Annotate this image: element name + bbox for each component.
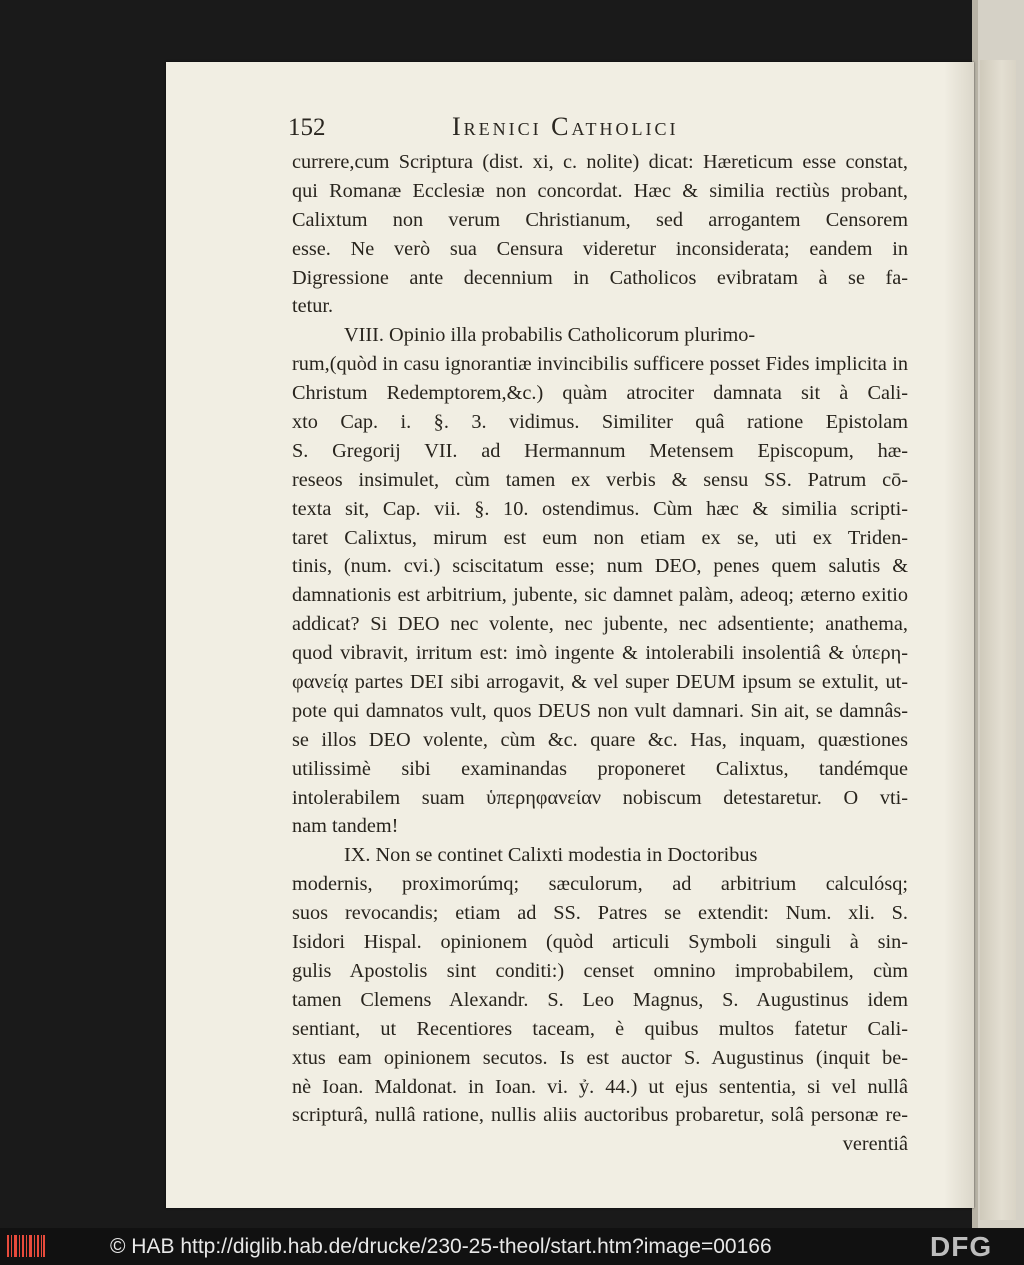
text-line: texta sit, Cap. vii. §. 10. ostendimus. Cùm hæc & similia scripti- bbox=[292, 497, 908, 520]
text-line: pote qui damnatos vult, quos DEUS non vult damnari. Sin ait, se damnâs- bbox=[292, 699, 908, 722]
text-line: quod vibravit, irritum est: imò ingente & intolerabili insolentiâ & ὑπερη- bbox=[292, 642, 908, 665]
text-line: tinis, (num. cvi.) sciscitatum esse; num DEO, penes quem salutis & bbox=[292, 555, 908, 578]
page-header bbox=[288, 112, 918, 148]
viewer-footer bbox=[0, 1228, 1024, 1265]
text-line: S. Gregorij VII. ad Hermannum Metensem Episcopum, hæ- bbox=[292, 439, 908, 462]
text-line: reseos insimulet, cùm tamen ex verbis & sensu SS. Patrum cō- bbox=[292, 468, 908, 491]
text-line: nam tandem! bbox=[292, 815, 399, 838]
text-line: modernis, proximorúmq; sæculorum, ad arbitrium calculósq; bbox=[292, 873, 908, 896]
page-text bbox=[292, 148, 908, 1159]
text-line: gulis Apostolis sint conditi:) censet omnino improbabilem, cùm bbox=[292, 959, 908, 982]
text-line: Christum Redemptorem,&c.) quàm atrociter damnata sit à Cali- bbox=[292, 382, 908, 405]
text-line: qui Romanæ Ecclesiæ non concordat. Hæc & similia rectiùs probant, bbox=[292, 179, 908, 202]
barcode-icon bbox=[6, 1233, 46, 1259]
text-line: sentiant, ut Recentiores taceam, è quibus multos fatetur Cali- bbox=[292, 1017, 908, 1040]
text-line: esse. Ne verò sua Censura videretur inconsiderata; eandem in bbox=[292, 237, 908, 260]
dfg-logo: DFG bbox=[930, 1231, 993, 1262]
text-line: intolerabilem suam ὑπερηφανείαν nobiscum detestaretur. O vti- bbox=[292, 786, 908, 809]
text-line: xto Cap. i. §. 3. vidimus. Similiter quâ ratione Epistolam bbox=[292, 411, 908, 434]
text-line: nè Ioan. Maldonat. in Ioan. vi. ỷ. 44.) ut ejus sententia, si vel nullâ bbox=[292, 1075, 908, 1098]
text-line: tamen Clemens Alexandr. S. Leo Magnus, S. Augustinus idem bbox=[292, 988, 908, 1011]
text-line: Digressione ante decennium in Catholicos evibratam à se fa- bbox=[292, 266, 908, 289]
page-number: 152 bbox=[288, 114, 326, 141]
text-line: tetur. bbox=[292, 295, 334, 318]
text-line: taret Calixtus, mirum est eum non etiam ex se, uti ex Triden- bbox=[292, 526, 908, 549]
copyright-link[interactable]: © HAB http://diglib.hab.de/drucke/230-25-theol/start.htm?image=00166 bbox=[110, 1235, 772, 1258]
text-line: Calixtum non verum Christianum, sed arrogantem Censorem bbox=[292, 208, 908, 231]
text-line: se illos DEO volente, cùm &c. quare &c. Has, inquam, quæstiones bbox=[292, 728, 908, 751]
facing-page-edge bbox=[972, 0, 1024, 1228]
text-line: rum,(quòd in casu ignorantiæ invincibilis sufficere posset Fides implicita in bbox=[292, 353, 908, 376]
running-title: Irenici Catholici bbox=[452, 112, 679, 141]
text-line: scripturâ, nullâ ratione, nullis aliis auctoribus probaretur, solâ personæ re- bbox=[292, 1104, 908, 1127]
text-line: IX. Non se continet Calixti modestia in Doctoribus bbox=[344, 844, 758, 867]
text-line: utilissimè sibi examinandas proponeret Calixtus, tandémque bbox=[292, 757, 908, 780]
text-line: suos revocandis; etiam ad SS. Patres se extendit: Num. xli. S. bbox=[292, 902, 908, 925]
book-page bbox=[166, 62, 974, 1208]
facing-page bbox=[980, 60, 1016, 1220]
text-line: currere,cum Scriptura (dist. xi, c. nolite) dicat: Hæreticum esse constat, bbox=[292, 151, 908, 173]
text-line: φανείᾳ partes DEI sibi arrogavit, & vel super DEUM ipsum se extulit, ut- bbox=[292, 671, 908, 694]
text-line: addicat? Si DEO nec volente, nec jubente, nec adsentiente; anathema, bbox=[292, 613, 908, 636]
text-line: VIII. Opinio illa probabilis Catholicorum plurimo- bbox=[344, 324, 756, 347]
text-line: Isidori Hispal. opinionem (quòd articuli Symboli singuli à sin- bbox=[292, 931, 908, 954]
text-line: xtus eam opinionem secutos. Is est auctor S. Augustinus (inquit be- bbox=[292, 1046, 908, 1069]
text-line: damnationis est arbitrium, jubente, sic damnet palàm, adeoq; æterno exitio bbox=[292, 584, 908, 607]
text-line: verentiâ bbox=[842, 1133, 908, 1156]
